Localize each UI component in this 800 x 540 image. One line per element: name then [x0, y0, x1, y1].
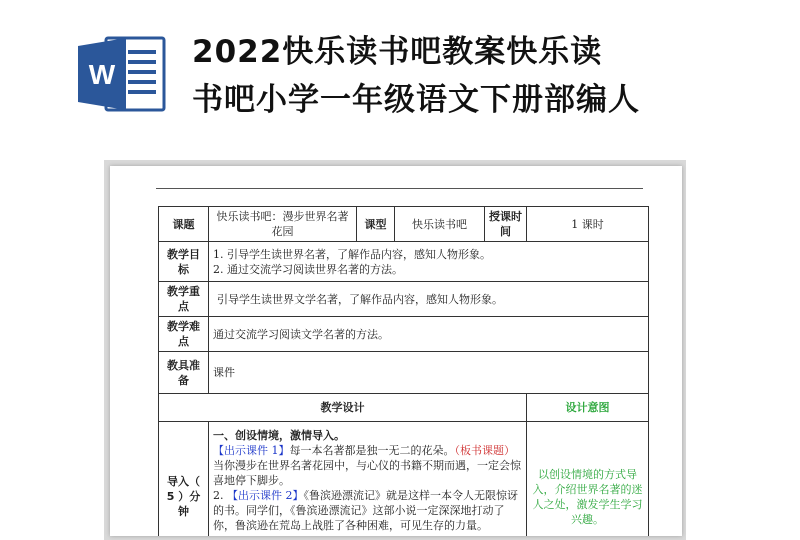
step-title: 一、创设情境，激情导入。	[213, 429, 345, 442]
prep-row	[159, 352, 649, 394]
step-label: 导入（ 5 ）分钟	[159, 422, 209, 537]
paragraph-2-text: 《鲁滨逊漂流记》就是这样一本令人无限惊讶的书。同学们，《鲁滨逊漂流记》这部小说一定深深地打动了你，鲁滨逊在荒岛上战胜了各种困难，可见生存的力量。	[213, 489, 518, 532]
goal-item: 1. 引导学生读世界名著，了解作品内容，感知人物形象。	[213, 247, 491, 261]
intent-label: 设计意图	[527, 394, 649, 422]
difficulty-row	[159, 317, 649, 352]
title-line-1: 2022快乐读书吧教案快乐读	[192, 34, 603, 70]
paragraph-1-rest: 当你漫步在世界名著花园中，与心仪的书籍不期而遇，一定会惊喜地停下脚步。	[213, 459, 521, 487]
type-value: 快乐读书吧	[395, 207, 485, 242]
word-document-icon	[76, 34, 168, 114]
time-label: 授课时间	[485, 207, 527, 242]
lesson-plan-table	[158, 206, 649, 536]
intro-step-row	[159, 422, 649, 537]
courseware-link-1[interactable]: 【出示课件 1】	[213, 444, 290, 457]
prep-value: 课件	[209, 352, 649, 394]
step-content	[209, 422, 527, 537]
paragraph-1-text: 每一本名著都是独一无二的花朵。	[289, 444, 455, 457]
topic-value: 快乐读书吧：漫步世界名著花园	[209, 207, 357, 242]
courseware-link-2[interactable]: 【出示课件 2】	[227, 489, 304, 502]
design-header-row	[159, 394, 649, 422]
difficulty-value: 通过交流学习阅读文学名著的方法。	[209, 317, 649, 352]
time-value: 1 课时	[527, 207, 649, 242]
paragraph-1-note: （板书课题）	[454, 444, 515, 457]
step-paragraph-1	[213, 443, 522, 488]
header-rule	[156, 188, 643, 189]
step-paragraph-2	[213, 488, 522, 533]
focus-row	[159, 282, 649, 317]
title-line-2: 书吧小学一年级语文下册部编人	[192, 82, 640, 118]
paragraph-2-number: 2.	[213, 489, 224, 502]
word-icon-letter: W	[88, 59, 116, 90]
goal-row	[159, 242, 649, 282]
goal-label: 教学目标	[159, 242, 209, 282]
page-title	[192, 28, 752, 124]
focus-value: 引导学生读世界文学名著，了解作品内容，感知人物形象。	[209, 282, 649, 317]
type-label: 课型	[357, 207, 395, 242]
topic-label: 课题	[159, 207, 209, 242]
difficulty-label: 教学难点	[159, 317, 209, 352]
prep-label: 教具准备	[159, 352, 209, 394]
goal-value	[209, 242, 649, 282]
goal-item: 2. 通过交流学习阅读世界名著的方法。	[213, 262, 403, 276]
topic-row	[159, 207, 649, 242]
design-intent: 以创设情境的方式导入，介绍世界名著的迷人之处，激发学生学习兴趣。	[527, 422, 649, 537]
design-label: 教学设计	[159, 394, 527, 422]
focus-label: 教学重点	[159, 282, 209, 317]
document-page	[110, 166, 682, 536]
